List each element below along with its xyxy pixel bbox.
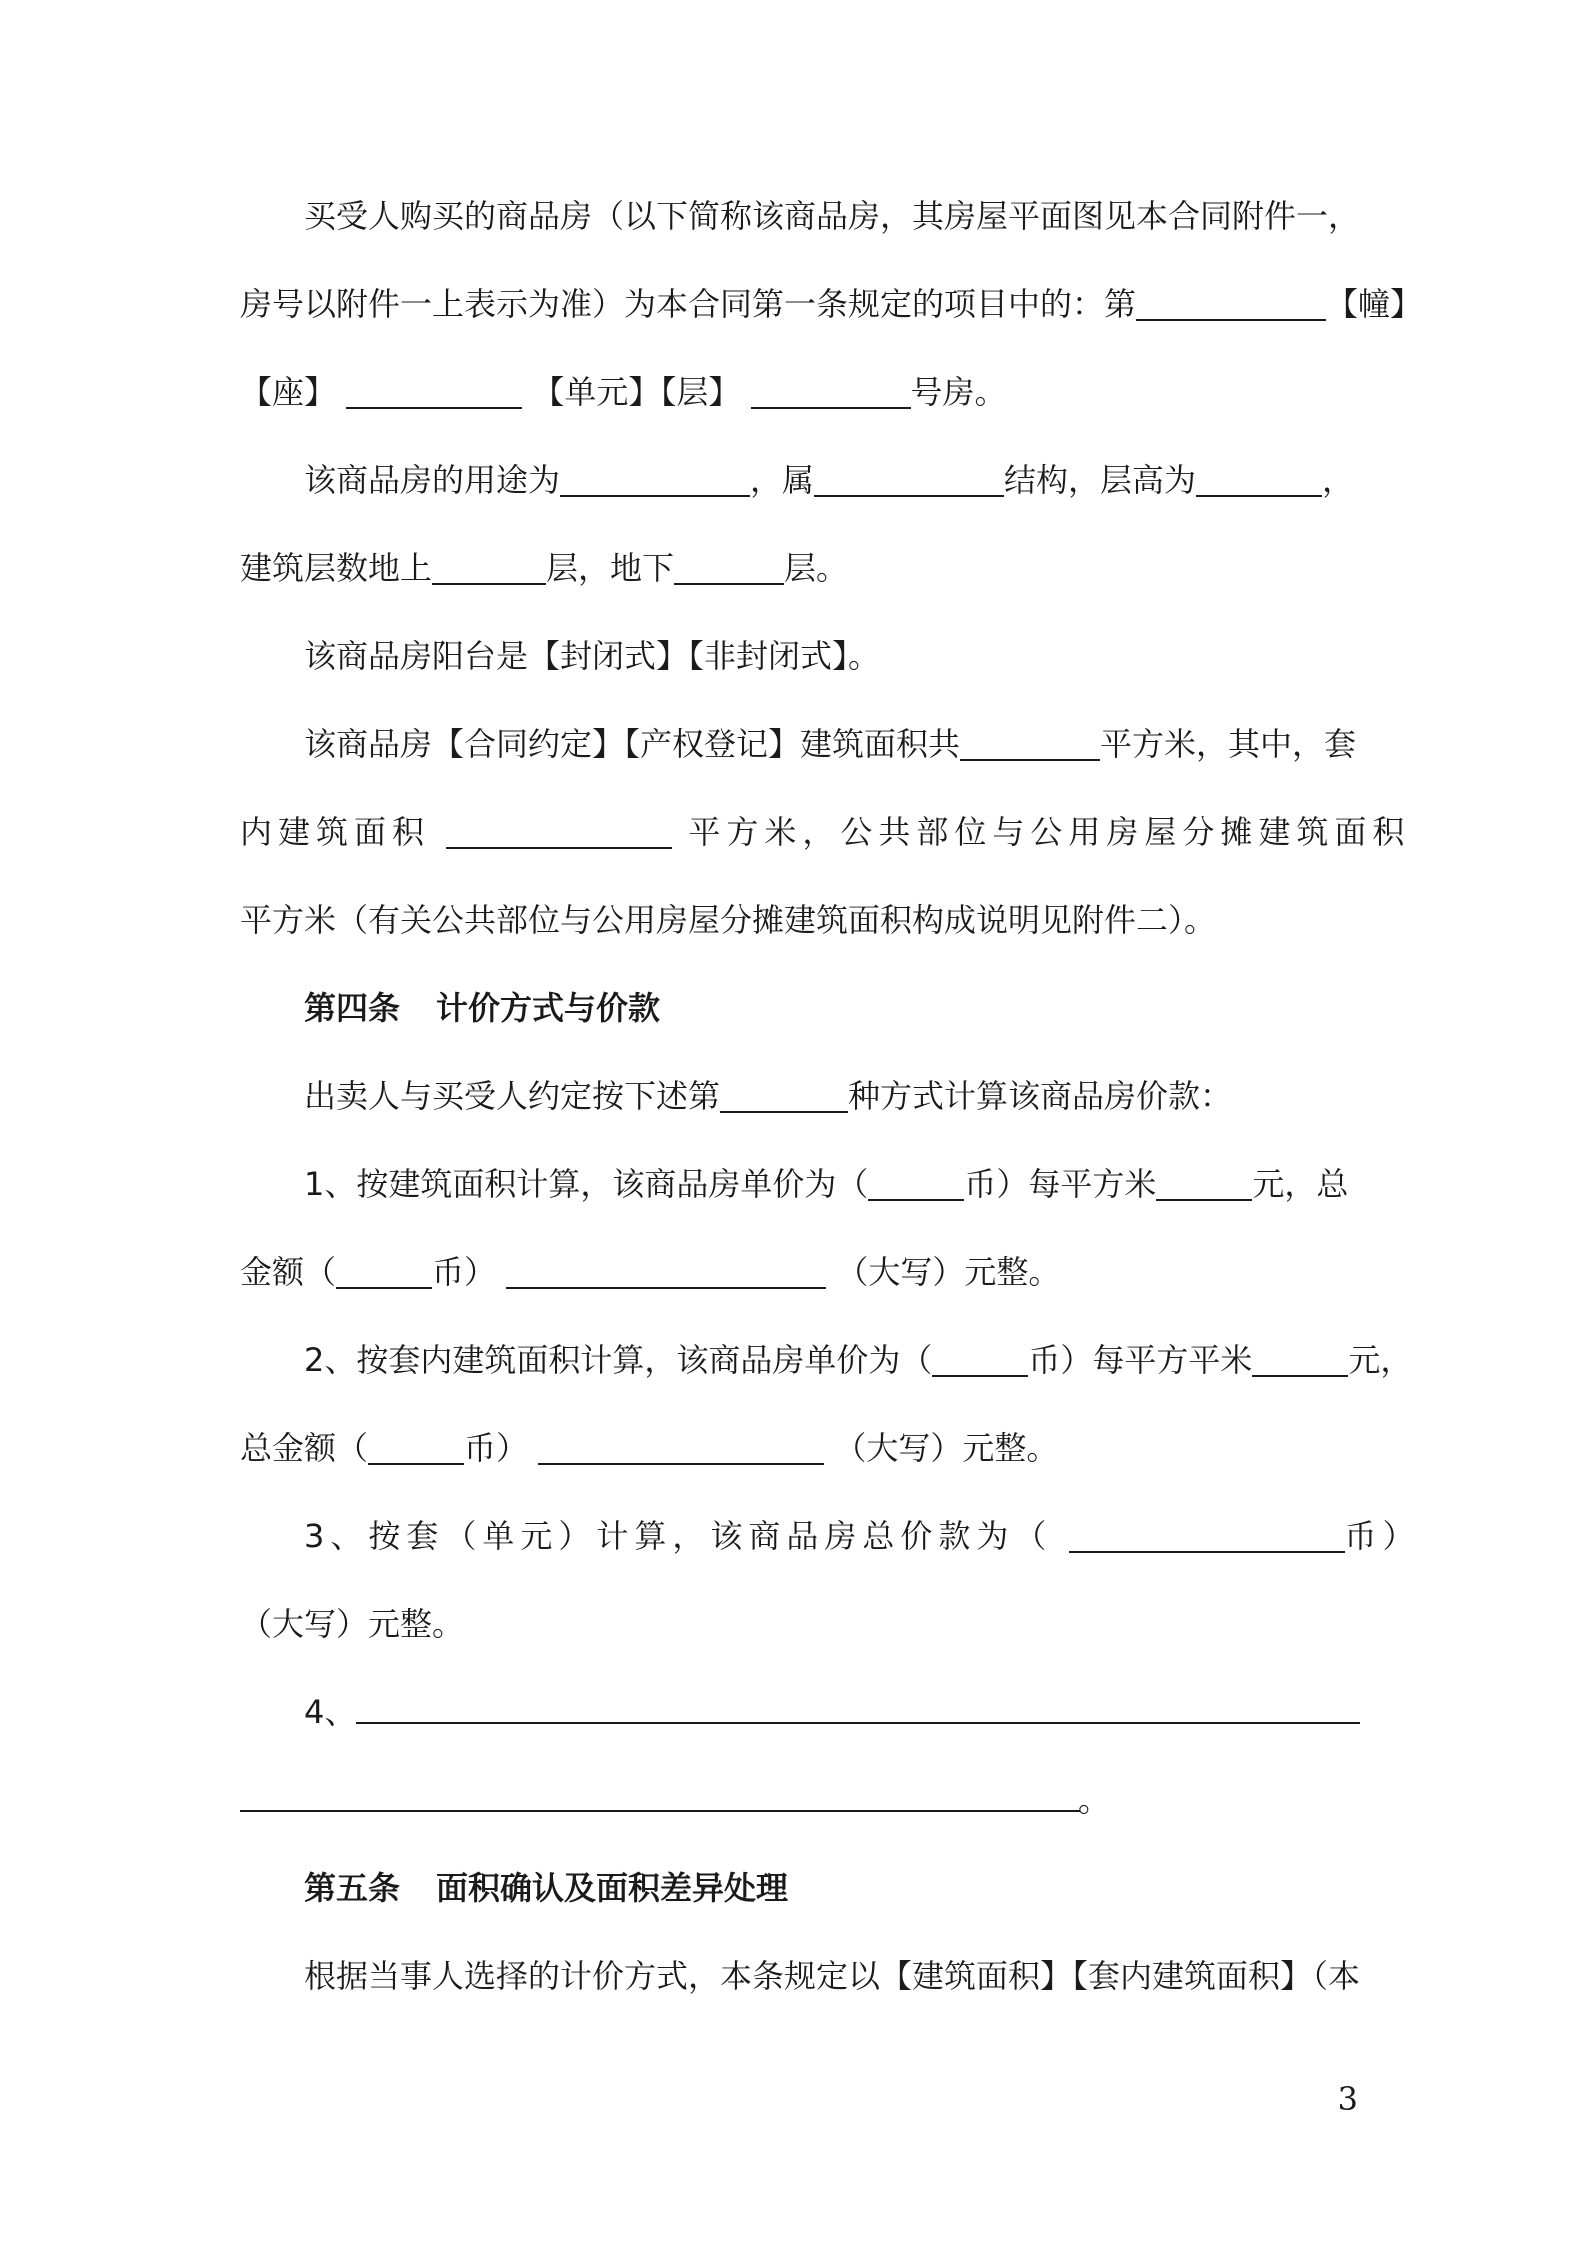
blank-method[interactable] [720, 1081, 848, 1113]
blank-other-method-cont[interactable] [240, 1810, 1080, 1812]
blank-total-price[interactable] [1069, 1521, 1345, 1553]
blank-currency[interactable] [368, 1433, 464, 1465]
blank-floors-above[interactable] [432, 553, 546, 585]
paragraph-line: 买受人购买的商品房（以下简称该商品房，其房屋平面图见本合同附件一， [304, 197, 1361, 235]
paragraph-line: 出卖人与买受人约定按下述第 种方式计算该商品房价款： [304, 1077, 1233, 1115]
blank-building[interactable] [1136, 289, 1326, 321]
paragraph-line: 【座】 【单元】【层】 号房。 [240, 373, 1007, 411]
paragraph-line: 平方米（有关公共部位与公用房屋分摊建筑面积构成说明见附件二）。 [240, 901, 1217, 939]
blank-structure[interactable] [814, 465, 1004, 497]
blank-inner-area[interactable] [446, 817, 672, 849]
paragraph-line: 该商品房的用途为 ，属 结构，层高为 ， [304, 461, 1355, 499]
section-heading: 第四条 计价方式与价款 [304, 989, 661, 1027]
paragraph-line: 1、按建筑面积计算，该商品房单价为（ 币）每平方米 元，总 [304, 1165, 1349, 1203]
paragraph-line: 金额（ 币） （大写）元整。 [240, 1253, 1061, 1291]
blank-currency[interactable] [868, 1169, 964, 1201]
blank-floor-height[interactable] [1196, 465, 1322, 497]
blank-other-method[interactable] [356, 1722, 1360, 1724]
paragraph-line: 该商品房【合同约定】【产权登记】建筑面积共 平方米，其中，套 [304, 725, 1357, 763]
paragraph-line: 4、 [304, 1693, 357, 1731]
paragraph-line: （大写）元整。 [240, 1605, 465, 1643]
paragraph-line: 建筑层数地上 层，地下 层。 [240, 549, 849, 587]
blank-floors-below[interactable] [674, 553, 784, 585]
paragraph-line: 。 [1078, 1781, 1111, 1819]
blank-currency[interactable] [932, 1345, 1028, 1377]
paragraph-line: 内建筑面积 平方米，公共部位与公用房屋分摊建筑面积 [240, 813, 1411, 851]
paragraph-line: 房号以附件一上表示为准）为本合同第一条规定的项目中的：第 【幢】 [240, 285, 1423, 323]
page-number: 3 [1337, 2080, 1358, 2118]
paragraph-line: 根据当事人选择的计价方式，本条规定以【建筑面积】【套内建筑面积】（本 [304, 1957, 1361, 1995]
blank-room[interactable] [751, 377, 911, 409]
paragraph-line: 2、按套内建筑面积计算，该商品房单价为（ 币）每平方平米 元， [304, 1341, 1413, 1379]
blank-unit-price[interactable] [1252, 1345, 1348, 1377]
blank-currency[interactable] [336, 1257, 432, 1289]
blank-seat[interactable] [346, 377, 522, 409]
blank-usage[interactable] [560, 465, 750, 497]
blank-total-amount[interactable] [506, 1257, 826, 1289]
blank-total-amount[interactable] [538, 1433, 824, 1465]
paragraph-line: 总金额（ 币） （大写）元整。 [240, 1429, 1059, 1467]
paragraph-line: 3、按套（单元）计算，该商品房总价款为（ 币） [304, 1517, 1421, 1555]
blank-unit-price[interactable] [1156, 1169, 1252, 1201]
section-heading: 第五条 面积确认及面积差异处理 [304, 1869, 789, 1907]
blank-total-area[interactable] [960, 729, 1100, 761]
paragraph-line: 该商品房阳台是【封闭式】【非封闭式】。 [304, 637, 881, 675]
